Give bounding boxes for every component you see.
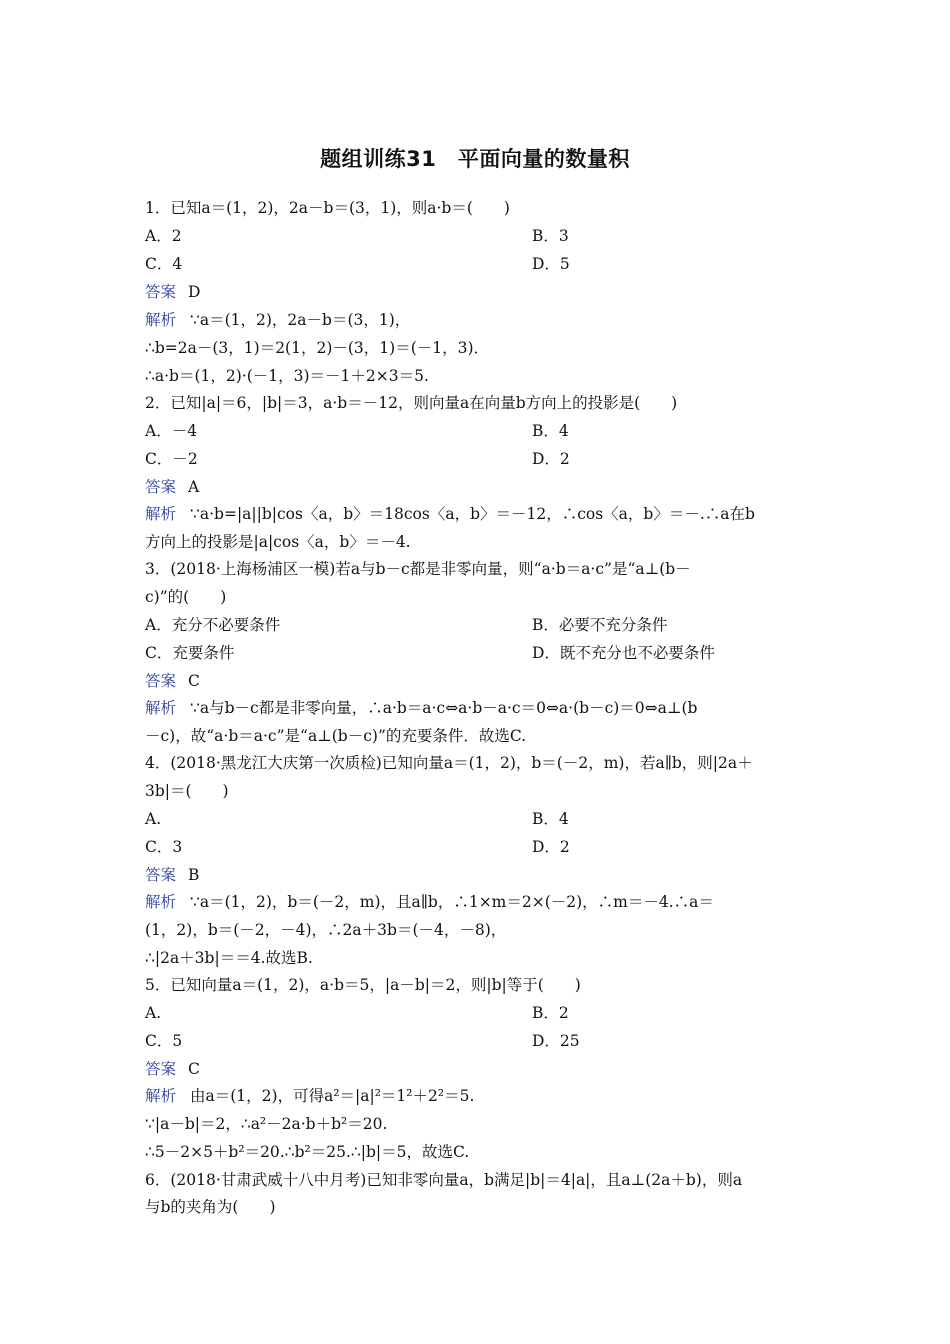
q6-stem-2: 与b的夹角为( ) xyxy=(145,1198,276,1216)
analysis-label: 解析 xyxy=(145,893,177,911)
q5-option-c: C．5 xyxy=(145,1032,183,1050)
q4-stem-2: 3b|＝( ) xyxy=(145,782,229,800)
q1-stem: 1．已知a＝(1，2)，2a－b＝(3，1)，则a·b＝( ) xyxy=(145,199,510,217)
q5-analysis-3: ∴5－2×5＋b²＝20.∴b²＝25.∴|b|＝5，故选C. xyxy=(145,1143,470,1161)
q2-stem: 2．已知|a|＝6，|b|＝3，a·b＝－12，则向量a在向量b方向上的投影是( ) xyxy=(145,394,678,412)
q2-analysis-2: 方向上的投影是|a|cos〈a，b〉＝－4. xyxy=(145,533,411,551)
q1-option-a: A．2 xyxy=(145,227,182,245)
answer-label: 答案 xyxy=(145,478,177,496)
q1-analysis-3: ∴a·b＝(1，2)·(－1，3)＝－1＋2×3＝5. xyxy=(145,367,429,385)
q1-analysis-1: ∵a＝(1，2)，2a－b＝(3，1)， xyxy=(190,311,411,329)
q1-analysis-2: ∴b=2a－(3，1)＝2(1，2)－(3，1)＝(－1，3)． xyxy=(145,339,490,357)
q3-analysis-row xyxy=(145,698,810,718)
q4-analysis-row xyxy=(145,892,810,912)
q3-option-c: C．充要条件 xyxy=(145,644,235,662)
q3-option-b: B．必要不充分条件 xyxy=(532,616,668,634)
q4-option-b: B．4 xyxy=(532,810,569,828)
q1-option-c: C．4 xyxy=(145,255,183,273)
q1-option-d: D．5 xyxy=(532,255,570,273)
q1-option-b: B．3 xyxy=(532,227,569,245)
q6-stem-1: 6．(2018·甘肃武威十八中月考)已知非零向量a，b满足|b|＝4|a|，且a⊥(2a＋b)，则a xyxy=(145,1171,743,1189)
analysis-label: 解析 xyxy=(145,311,177,329)
q3-answer-row xyxy=(145,671,810,691)
q2-option-d: D．2 xyxy=(532,450,570,468)
q3-answer: C xyxy=(188,672,200,690)
q2-option-c: C．－2 xyxy=(145,450,198,468)
q5-analysis-1: 由a＝(1，2)，可得a²＝|a|²＝1²＋2²＝5. xyxy=(190,1087,475,1105)
q4-analysis-1: ∵a＝(1，2)，b＝(－2，m)，且a∥b，∴1×m＝2×(－2)，∴m＝－4.∴a＝ xyxy=(190,893,714,911)
analysis-label: 解析 xyxy=(145,505,177,523)
q2-option-b: B．4 xyxy=(532,422,569,440)
q5-stem: 5．已知向量a＝(1，2)，a·b＝5，|a－b|＝2，则|b|等于( ) xyxy=(145,976,581,994)
analysis-label: 解析 xyxy=(145,1087,177,1105)
answer-label: 答案 xyxy=(145,283,177,301)
q1-analysis-row xyxy=(145,310,810,330)
q4-option-c: C．3 xyxy=(145,838,183,856)
q4-answer: B xyxy=(188,866,200,884)
q2-analysis-1: ∵a·b=|a||b|cos〈a，b〉＝18cos〈a，b〉＝－12，∴cos〈a，b〉＝－.∴a在b xyxy=(190,505,755,523)
answer-label: 答案 xyxy=(145,866,177,884)
answer-label: 答案 xyxy=(145,1060,177,1078)
q2-answer: A xyxy=(188,478,200,496)
q5-option-a: A. xyxy=(145,1004,162,1022)
q4-analysis-3: ∴|2a＋3b|＝＝4.故选B. xyxy=(145,949,313,967)
q3-stem-2: c)”的( ) xyxy=(145,588,227,606)
q3-analysis-2: －c)，故“a·b＝a·c”是“a⊥(b－c)”的充要条件．故选C. xyxy=(145,727,527,745)
page-title: 题组训练31 平面向量的数量积 xyxy=(320,147,630,171)
q5-answer: C xyxy=(188,1060,200,1078)
q5-answer-row xyxy=(145,1059,810,1079)
q3-option-a: A．充分不必要条件 xyxy=(145,616,281,634)
q3-stem-1: 3．(2018·上海杨浦区一模)若a与b－c都是非零向量，则“a·b＝a·c”是“a⊥(b－ xyxy=(145,560,691,578)
q4-option-d: D．2 xyxy=(532,838,570,856)
q2-option-a: A．－4 xyxy=(145,422,198,440)
q4-option-a: A. xyxy=(145,810,162,828)
q5-option-b: B．2 xyxy=(532,1004,569,1022)
analysis-label: 解析 xyxy=(145,699,177,717)
q5-analysis-2: ∵|a－b|＝2，∴a²－2a·b＋b²＝20. xyxy=(145,1115,388,1133)
q4-analysis-2: (1，2)，b＝(－2，－4)，∴2a＋3b＝(－4，－8)， xyxy=(145,921,507,939)
q1-answer: D xyxy=(188,283,201,301)
q5-analysis-row xyxy=(145,1086,810,1106)
q2-answer-row xyxy=(145,477,810,497)
q3-analysis-1: ∵a与b－c都是非零向量，∴a·b＝a·c⇔a·b－a·c＝0⇔a·(b－c)＝0⇔a⊥(b xyxy=(190,699,698,717)
q4-stem-1: 4．(2018·黑龙江大庆第一次质检)已知向量a＝(1，2)，b＝(－2，m)，若a∥b，则|2a＋ xyxy=(145,754,753,772)
q3-option-d: D．既不充分也不必要条件 xyxy=(532,644,715,662)
q5-option-d: D．25 xyxy=(532,1032,580,1050)
q1-answer-row xyxy=(145,282,810,302)
answer-label: 答案 xyxy=(145,672,177,690)
q2-analysis-row xyxy=(145,504,810,524)
q4-answer-row xyxy=(145,865,810,885)
